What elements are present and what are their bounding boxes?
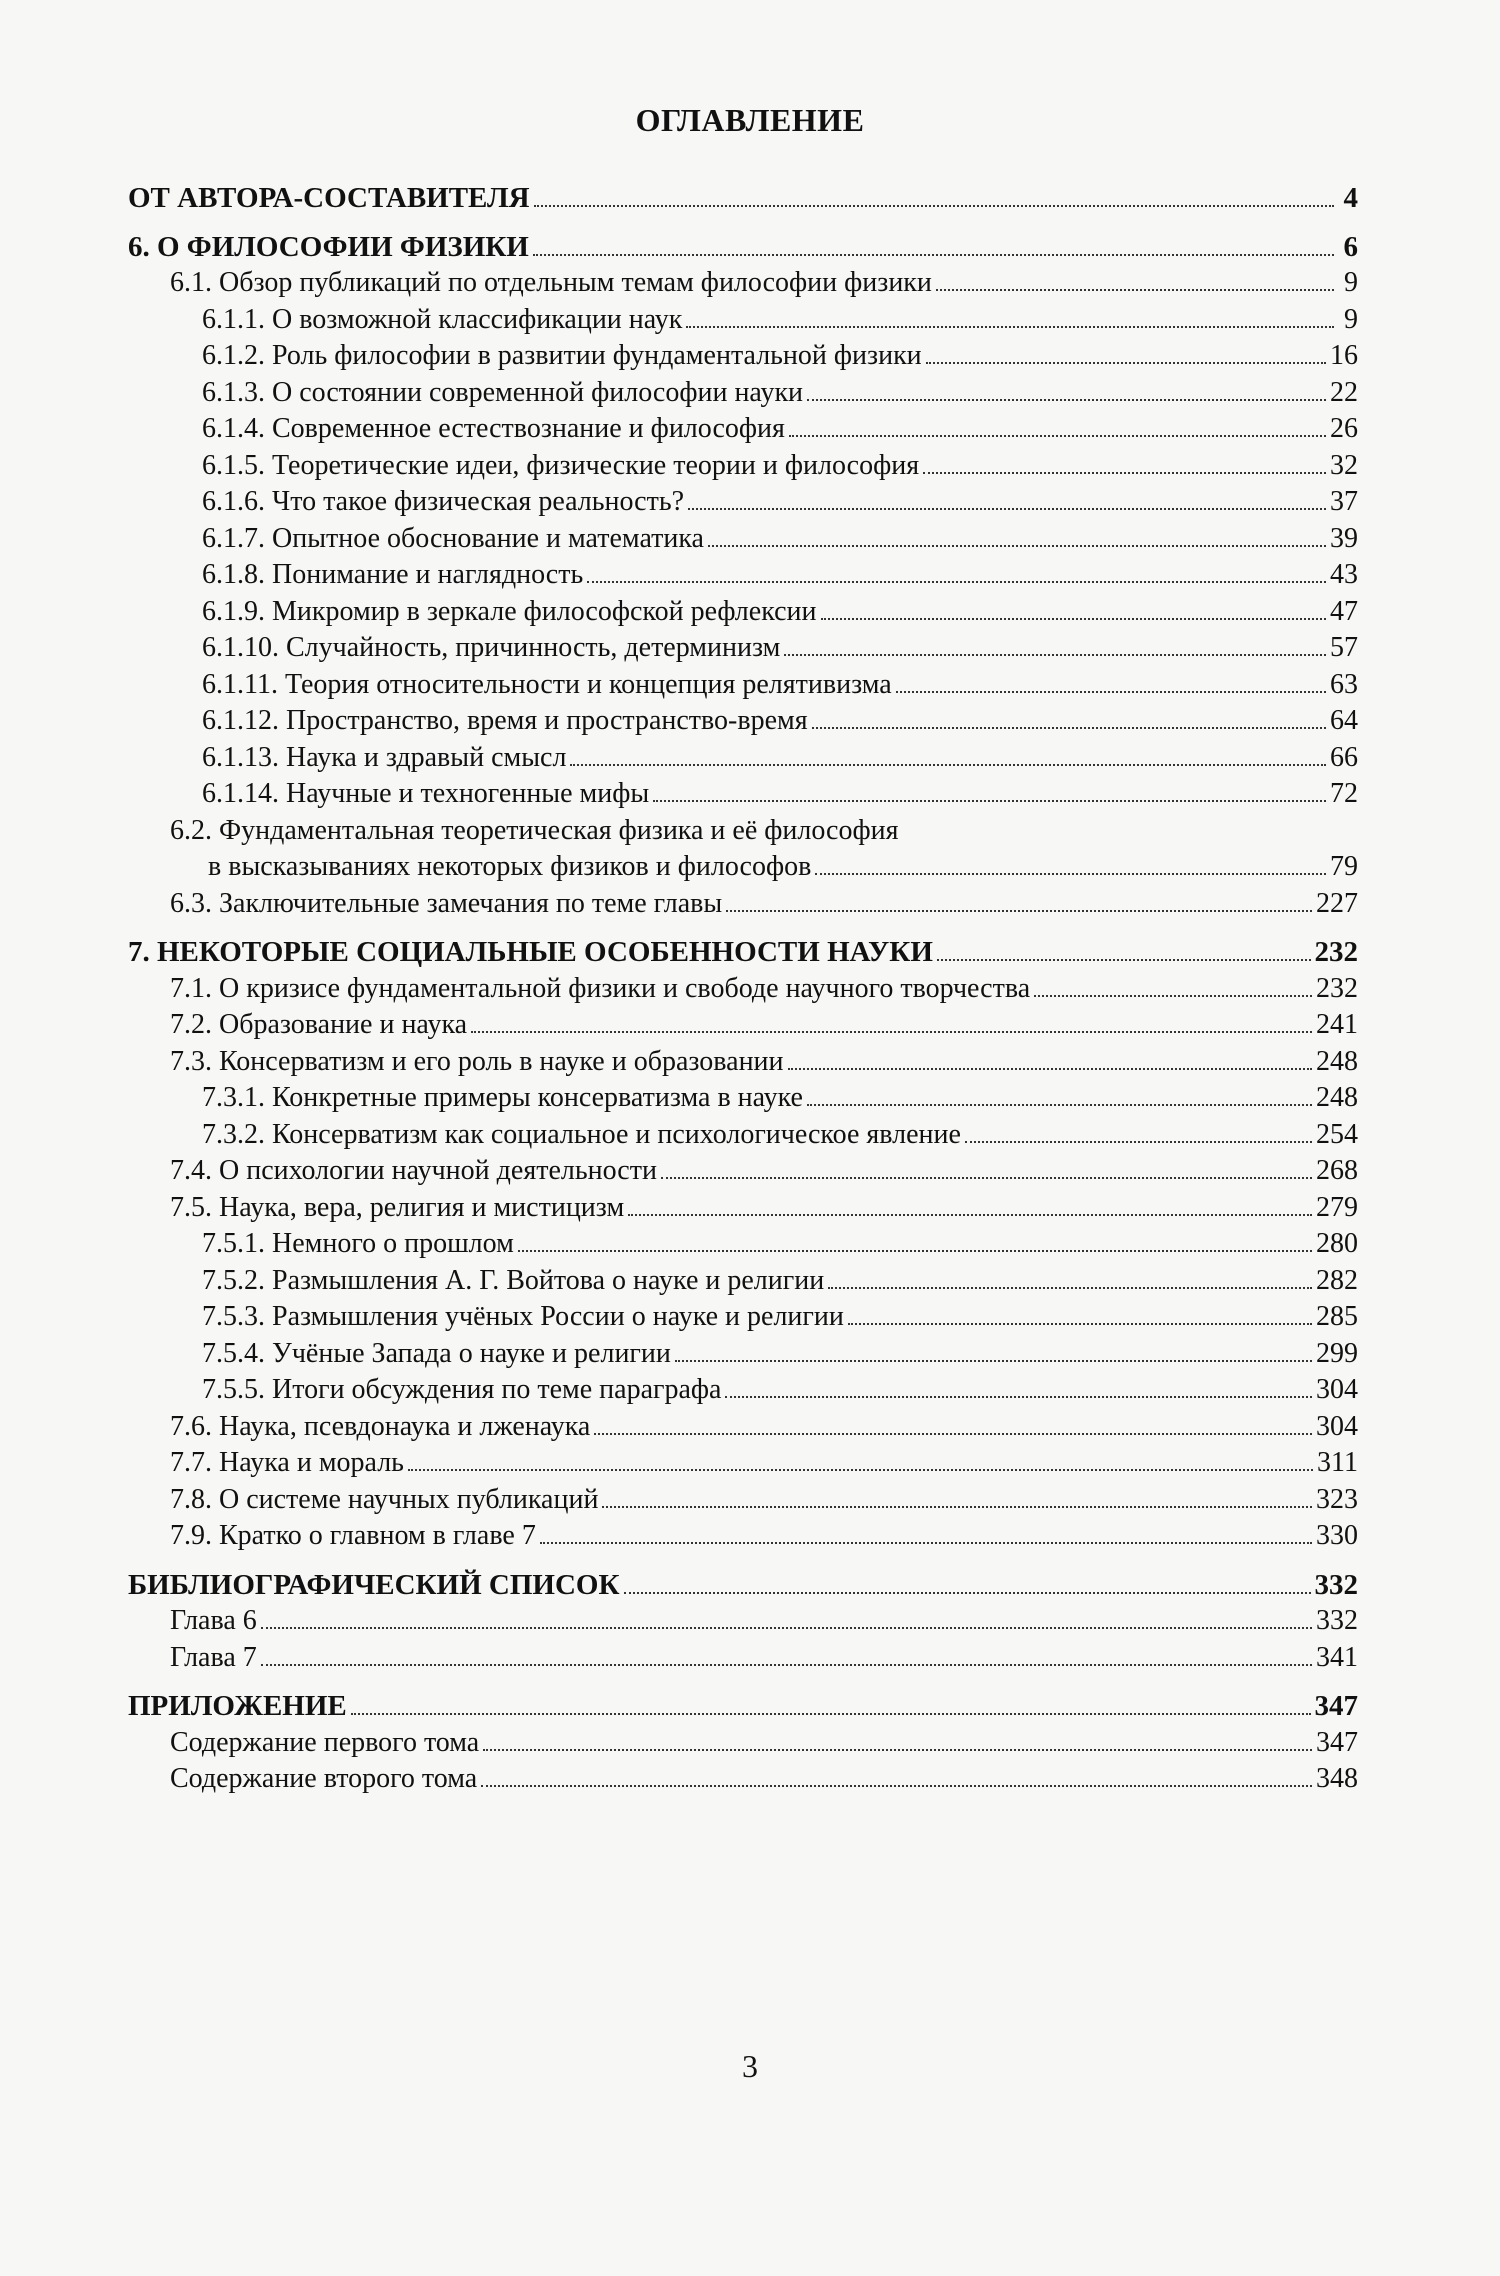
dot-leader: [936, 289, 1334, 291]
toc-entry-page: 22: [1330, 376, 1358, 408]
toc-entry-title: 7.5.3. Размышления учёных России о науке и религии: [202, 1301, 844, 1332]
toc-entry: [128, 338, 1358, 375]
page-number: 3: [742, 2048, 758, 2084]
dot-leader: [784, 654, 1326, 656]
dot-leader: [602, 1506, 1312, 1508]
dot-leader: [587, 581, 1326, 583]
dot-leader: [937, 959, 1311, 961]
toc-entry-page: 248: [1316, 1082, 1358, 1113]
toc-entry: [128, 1482, 1358, 1519]
dot-leader: [923, 472, 1326, 474]
toc-entry-page: 330: [1316, 1520, 1358, 1551]
toc-entry: [128, 1445, 1358, 1482]
toc-entry-title: 6.1.12. Пространство, время и пространство-время: [202, 705, 808, 736]
toc-entry-page: 63: [1330, 668, 1358, 700]
toc-entry-title: 6.1.10. Случайность, причинность, детерминизм: [202, 632, 781, 663]
dot-leader: [896, 691, 1326, 693]
toc-entry-title: ПРИЛОЖЕНИЕ: [128, 1690, 347, 1722]
toc-entry: [128, 1263, 1358, 1300]
dot-leader: [726, 910, 1312, 912]
toc-entry-title: 6.1.7. Опытное обоснование и математика: [202, 522, 704, 554]
dot-leader: [540, 1542, 1312, 1544]
toc-entry-page: 332: [1316, 1605, 1358, 1636]
toc-entry-title: 7.3.2. Консерватизм как социальное и психологическое явление: [202, 1118, 961, 1150]
toc-entry-page: 43: [1330, 559, 1358, 590]
toc-entry-page: 279: [1316, 1191, 1358, 1223]
toc-entry-title: Глава 7: [170, 1641, 257, 1673]
toc-entry-page: 32: [1330, 449, 1358, 481]
dot-leader: [624, 1592, 1311, 1594]
toc-entry: [128, 302, 1358, 339]
dot-leader: [533, 254, 1334, 256]
toc-entry-title: 6.1.2. Роль философии в развитии фундаментальной физики: [202, 340, 922, 371]
dot-leader: [788, 1068, 1312, 1070]
toc-entry: [128, 521, 1358, 558]
toc-entry-title: 6.1.9. Микромир в зеркале философской рефлексии: [202, 595, 817, 627]
toc-entry-title: 7.8. О системе научных публикаций: [170, 1483, 599, 1515]
toc-entry-title: 6. О ФИЛОСОФИИ ФИЗИКИ: [128, 230, 529, 263]
toc-entry-title: 7.2. Образование и наука: [170, 1009, 468, 1040]
toc-entry-title: 6.1.11. Теория относительности и концепция релятивизма: [202, 668, 892, 700]
dot-leader: [828, 1287, 1312, 1289]
toc-entry: [128, 667, 1358, 704]
page-title: ОГЛАВЛЕНИЕ: [635, 102, 865, 138]
toc-entry: [128, 411, 1358, 448]
toc-entry: [128, 1007, 1358, 1044]
dot-leader: [594, 1433, 1312, 1435]
toc-entry-title: 6.1.14. Научные и техногенные мифы: [202, 778, 650, 809]
dot-leader: [807, 1104, 1312, 1106]
toc-entry-page: 232: [1314, 936, 1358, 968]
dot-leader: [471, 1031, 1312, 1033]
toc-entry-title: 7.5.1. Немного о прошлом: [202, 1228, 514, 1259]
dot-leader: [534, 205, 1334, 207]
dot-leader: [1034, 995, 1312, 997]
toc-entry-page: 304: [1316, 1374, 1358, 1405]
toc-entry-title-line: 6.2. Фундаментальная теоретическая физика и её философия: [170, 814, 899, 846]
toc-entry-title: 6.1.3. О состоянии современной философии науки: [202, 376, 804, 408]
dot-leader: [821, 618, 1327, 620]
toc-entry-title: 7.5. Наука, вера, религия и мистицизм: [170, 1191, 625, 1223]
toc-entry-page: 66: [1330, 741, 1358, 773]
toc-entry-page: 311: [1317, 1447, 1358, 1478]
toc-entry-page: 347: [1314, 1690, 1358, 1722]
toc-entry-title: 7.3.1. Конкретные примеры консерватизма в науке: [202, 1082, 803, 1113]
toc-entry-page: 248: [1316, 1045, 1358, 1077]
toc-entry-page: 26: [1330, 413, 1358, 444]
dot-leader: [661, 1177, 1312, 1179]
toc-entry-title: 7.6. Наука, псевдонаука и лженаука: [170, 1410, 591, 1442]
toc-entry: [128, 1372, 1358, 1409]
toc-entry: [128, 849, 1358, 886]
toc-entry-page: 323: [1316, 1483, 1358, 1515]
toc-entry-title: 6.1.8. Понимание и наглядность: [202, 559, 584, 590]
dot-leader: [812, 727, 1326, 729]
toc-entry-title: 7.5.4. Учёные Запада о науке и религии: [202, 1337, 671, 1369]
toc-entry-title: ОТ АВТОРА-СОСТАВИТЕЛЯ: [128, 182, 530, 214]
table-of-contents: [128, 180, 1358, 1798]
toc-entry: [128, 1688, 1358, 1725]
toc-entry-title: 7.5.2. Размышления А. Г. Войтова о науке и религии: [202, 1264, 825, 1296]
toc-entry-page: 64: [1330, 705, 1358, 736]
toc-entry: [128, 1117, 1358, 1154]
toc-entry-page: 9: [1344, 267, 1358, 298]
toc-entry-page: 241: [1316, 1009, 1358, 1040]
toc-entry-page: 227: [1316, 887, 1358, 919]
toc-entry-title: 7.4. О психологии научной деятельности: [170, 1155, 657, 1186]
toc-entry: [128, 1603, 1358, 1640]
toc-entry: [128, 1409, 1358, 1446]
toc-entry-title: 7. НЕКОТОРЫЕ СОЦИАЛЬНЫЕ ОСОБЕННОСТИ НАУКИ: [128, 936, 933, 968]
toc-entry: [128, 265, 1358, 302]
dot-leader: [807, 399, 1326, 401]
dot-leader: [708, 545, 1326, 547]
toc-entry: [128, 1640, 1358, 1677]
toc-entry: [128, 1299, 1358, 1336]
toc-entry-page: 57: [1330, 632, 1358, 663]
toc-entry-page: 282: [1316, 1264, 1358, 1296]
toc-entry: [128, 703, 1358, 740]
toc-entry: [128, 740, 1358, 777]
toc-entry: [128, 1153, 1358, 1190]
dot-leader: [725, 1396, 1312, 1398]
toc-entry: [128, 971, 1358, 1008]
toc-entry-title: Содержание второго тома: [170, 1763, 478, 1794]
toc-entry-page: 232: [1316, 972, 1358, 1004]
toc-entry-title: 7.1. О кризисе фундаментальной физики и свободе научного творчества: [170, 972, 1031, 1004]
toc-entry-page: 347: [1316, 1726, 1358, 1758]
toc-entry-title: 6.1.1. О возможной классификации наук: [202, 303, 683, 335]
toc-entry: [128, 557, 1358, 594]
toc-entry-title: 7.5.5. Итоги обсуждения по теме параграфа: [202, 1374, 722, 1405]
toc-entry-page: 72: [1330, 778, 1358, 809]
toc-entry-page: 299: [1316, 1337, 1358, 1369]
toc-entry-page: 341: [1316, 1641, 1358, 1673]
dot-leader: [815, 873, 1326, 875]
dot-leader: [675, 1360, 1312, 1362]
dot-leader: [688, 508, 1326, 510]
toc-entry-page: 9: [1344, 303, 1358, 335]
toc-entry: [128, 1226, 1358, 1263]
toc-entry: [128, 1518, 1358, 1555]
toc-entry-page: 268: [1316, 1155, 1358, 1186]
toc-entry: [128, 229, 1358, 266]
toc-entry-title: Глава 6: [170, 1605, 257, 1636]
toc-entry-title: 7.9. Кратко о главном в главе 7: [170, 1520, 536, 1551]
dot-leader: [653, 800, 1326, 802]
dot-leader: [789, 435, 1326, 437]
toc-entry-page: 285: [1316, 1301, 1358, 1332]
toc-entry-page: 254: [1316, 1118, 1358, 1150]
toc-entry-page: 304: [1316, 1410, 1358, 1442]
toc-entry: [128, 1190, 1358, 1227]
toc-entry: [128, 484, 1358, 521]
toc-entry: [128, 375, 1358, 412]
dot-leader: [848, 1323, 1312, 1325]
dot-leader: [261, 1627, 1312, 1629]
dot-leader: [926, 362, 1326, 364]
toc-entry-page: 47: [1330, 595, 1358, 627]
dot-leader: [686, 326, 1334, 328]
toc-entry-title: 6.3. Заключительные замечания по теме главы: [170, 887, 723, 919]
toc-entry-page: 37: [1330, 486, 1358, 517]
toc-entry-title: 6.1.13. Наука и здравый смысл: [202, 741, 567, 773]
toc-entry: [128, 1761, 1358, 1798]
toc-entry-title: Содержание первого тома: [170, 1726, 480, 1758]
toc-entry: [128, 1567, 1358, 1604]
toc-entry-page: 39: [1330, 522, 1358, 554]
toc-entry-title: 6.1. Обзор публикаций по отдельным темам философии физики: [170, 267, 932, 298]
dot-leader: [481, 1785, 1312, 1787]
toc-entry: [128, 776, 1358, 813]
toc-entry: [128, 594, 1358, 631]
dot-leader: [351, 1713, 1311, 1715]
toc-entry-title: 7.7. Наука и мораль: [170, 1447, 404, 1478]
toc-entry: [128, 1044, 1358, 1081]
toc-entry-page: 348: [1316, 1763, 1358, 1794]
dot-leader: [628, 1214, 1312, 1216]
toc-entry-page: 16: [1330, 340, 1358, 371]
toc-entry: [128, 630, 1358, 667]
toc-entry: [128, 1725, 1358, 1762]
toc-entry-page: 332: [1314, 1568, 1358, 1601]
toc-entry-page: 6: [1343, 230, 1358, 263]
dot-leader: [570, 764, 1326, 766]
toc-entry-title: 6.1.5. Теоретические идеи, физические теории и философия: [202, 449, 920, 481]
toc-entry: [128, 934, 1358, 971]
dot-leader: [483, 1749, 1312, 1751]
toc-entry-title: БИБЛИОГРАФИЧЕСКИЙ СПИСОК: [128, 1568, 620, 1601]
toc-entry-title: 6.1.6. Что такое физическая реальность?: [202, 486, 685, 517]
toc-entry: [128, 1080, 1358, 1117]
toc-entry: [128, 886, 1358, 923]
dot-leader: [965, 1141, 1312, 1143]
toc-entry-page: 79: [1330, 851, 1358, 882]
toc-entry-page: 280: [1316, 1228, 1358, 1259]
toc-entry: [128, 1336, 1358, 1373]
toc-entry-title: 6.1.4. Современное естествознание и философия: [202, 413, 785, 444]
toc-entry: [128, 180, 1358, 217]
toc-entry: [128, 448, 1358, 485]
dot-leader: [518, 1250, 1312, 1252]
toc-entry-title: 7.3. Консерватизм и его роль в науке и образовании: [170, 1045, 784, 1077]
dot-leader: [408, 1469, 1313, 1471]
toc-entry-title: в высказываниях некоторых физиков и философов: [208, 851, 812, 882]
dot-leader: [261, 1664, 1312, 1666]
toc-entry-page: 4: [1343, 182, 1358, 214]
